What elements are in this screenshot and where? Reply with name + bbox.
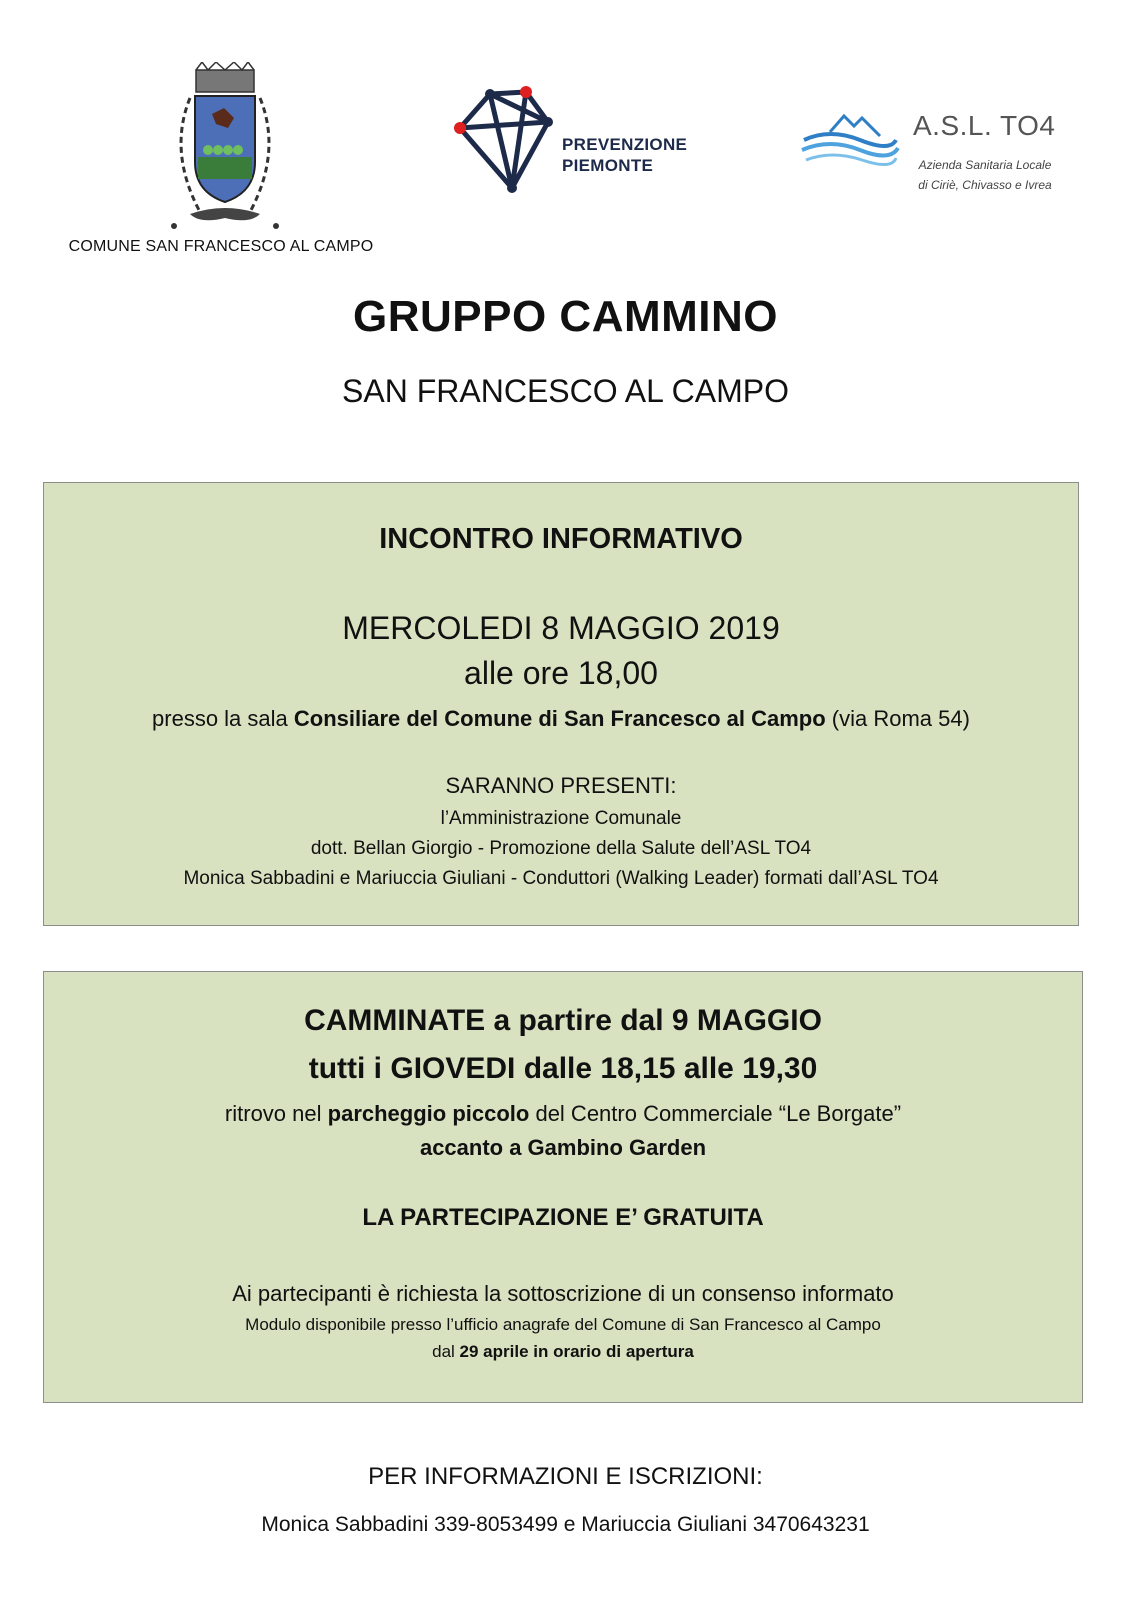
comune-label: COMUNE SAN FRANCESCO AL CAMPO — [68, 238, 374, 255]
accanto-line: accanto a Gambino Garden — [419, 1135, 707, 1160]
ritrovo-bold: parcheggio piccolo — [327, 1101, 530, 1126]
incontro-place — [44, 706, 1078, 732]
presenti-item: Monica Sabbadini e Mariuccia Giuliani - Conduttori (Walking Leader) formati dall’ASL TO4 — [183, 868, 939, 889]
camminate-box — [43, 971, 1083, 1403]
asl-sub-line1: Azienda Sanitaria Locale — [918, 158, 1052, 172]
modulo-line: Modulo disponibile presso l’ufficio anagrafe del Comune di San Francesco al Campo — [245, 1315, 881, 1334]
asl-sub-line2: di Ciriè, Chivasso e Ivrea — [918, 178, 1052, 192]
gratuita-line: LA PARTECIPAZIONE E’ GRATUITA — [362, 1204, 764, 1231]
dal-bold: 29 aprile in orario di apertura — [459, 1342, 694, 1361]
presenti-heading: SARANNO PRESENTI: — [445, 773, 677, 798]
footer-contacts: Monica Sabbadini 339-8053499 e Mariuccia Giuliani 3470643231 — [261, 1513, 870, 1536]
prevenzione-line2: PIEMONTE — [562, 156, 654, 175]
presenti-item: dott. Bellan Giorgio - Promozione della Salute dell’ASL TO4 — [310, 838, 812, 859]
consenso-line: Ai partecipanti è richiesta la sottoscrizione di un consenso informato — [232, 1281, 894, 1306]
ritrovo-prefix: ritrovo nel — [224, 1101, 328, 1126]
dal-line — [44, 1342, 1082, 1362]
camminate-line1: CAMMINATE a partire dal 9 MAGGIO — [304, 1004, 822, 1037]
incontro-heading: INCONTRO INFORMATIVO — [379, 523, 743, 555]
asl-subtitle — [910, 155, 1060, 195]
prevenzione-line1: PREVENZIONE — [562, 135, 688, 154]
asl-title: A.S.L. TO4 — [913, 110, 1056, 141]
page-title: GRUPPO CAMMINO — [353, 292, 778, 341]
page-subtitle: SAN FRANCESCO AL CAMPO — [342, 373, 789, 409]
presenti-item: l’Amministrazione Comunale — [440, 808, 682, 829]
prevenzione-piemonte-logo — [448, 82, 568, 202]
incontro-time: alle ore 18,00 — [464, 655, 658, 691]
comune-coat-of-arms-logo — [150, 62, 300, 242]
place-suffix: (via Roma 54) — [825, 706, 970, 731]
dal-prefix: dal — [432, 1342, 460, 1361]
incontro-date: MERCOLEDI 8 MAGGIO 2019 — [342, 610, 780, 646]
asl-waves-logo — [800, 110, 900, 170]
incontro-informativo-box — [43, 482, 1079, 926]
ritrovo-suffix: del Centro Commerciale “Le Borgate” — [529, 1101, 902, 1126]
footer-title: PER INFORMAZIONI E ISCRIZIONI: — [368, 1463, 763, 1490]
place-prefix: presso la sala — [152, 706, 294, 731]
camminate-line2: tutti i GIOVEDI dalle 18,15 alle 19,30 — [308, 1052, 818, 1085]
place-name: Consiliare del Comune di San Francesco al Campo — [293, 706, 826, 731]
ritrovo-line — [44, 1101, 1082, 1127]
prevenzione-piemonte-text — [562, 134, 687, 176]
